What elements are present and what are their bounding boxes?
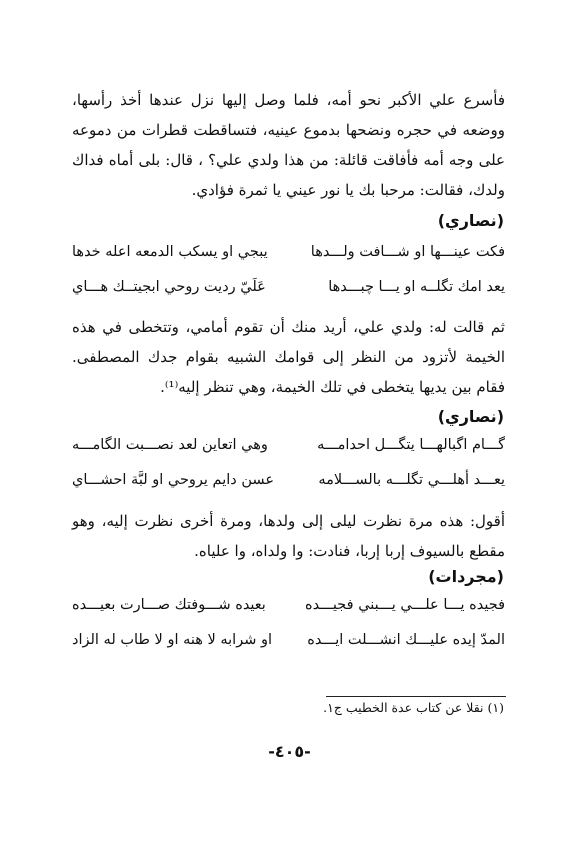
verse-second-hemistich: يبجي او يسكب الدمعه اعله خدها <box>72 244 268 260</box>
verse-first-hemistich: المدّ إيده عليـــك انشـــلت ايـــده <box>307 632 505 648</box>
verse-second-hemistich: بعيده شـــوفتك صـــارت بعيـــده <box>72 597 266 613</box>
page-number: -٤٠٥- <box>268 742 311 761</box>
verse-first-hemistich: فكت عينـــها او شـــافت ولـــدها <box>310 244 505 260</box>
section-heading-1: (نصاري) <box>437 211 504 230</box>
footnote: (١) نقلا عن كتاب عدة الخطيب ج١. <box>323 700 504 715</box>
section-heading-3: (مجردات) <box>428 567 504 586</box>
verse-line <box>72 472 505 498</box>
verse-first-hemistich: فجيده يـــا علـــي يـــبني فجيـــده <box>304 597 505 613</box>
footnote-separator <box>326 696 506 697</box>
verse-line <box>72 244 505 270</box>
verse-second-hemistich: عَلَيّ رديت روحي ابجيتــك هـــاي <box>72 279 266 295</box>
paragraph-3: أقول: هذه مرة نظرت ليلى إلى ولدها، ومرة أخرى نظرت إليه، وهو مقطع بالسيوف إربا إربا، فنادت: وا ولداه، وا علياه. <box>72 512 505 560</box>
section-heading-2: (نصاري) <box>437 407 504 426</box>
verse-line <box>72 437 505 463</box>
verse-first-hemistich: گـــام اگبالهـــا يتگـــل احدامـــه <box>317 437 505 453</box>
verse-second-hemistich: وهي اتعاين لعد نصـــبت الگامـــه <box>72 437 268 453</box>
verse-second-hemistich: عسن دايم يروحي او لبَّة احشـــاي <box>72 472 274 488</box>
paragraph-2: ثم قالت له: ولدي علي، أريد منك أن تقوم أمامي، وتتخطى في هذه الخيمة لأتزود من النظر إلى قوامك الشبيه بقوام جدك المصطفى. فقام بين يديها يتخطى في تلك الخيمة، وهي تنظر إليه⁽¹⁾. <box>72 318 505 396</box>
verse-first-hemistich: يعـــد أهلـــي تگلـــه بالســـلامه <box>318 472 505 488</box>
verse-second-hemistich: او شرابه لا هنه او لا طاب له الزاد <box>72 632 272 648</box>
verse-line <box>72 632 505 658</box>
verse-first-hemistich: يعد امك تگلــه او يـــا چبـــدها <box>328 279 505 295</box>
verse-line <box>72 597 505 623</box>
paragraph-1: فأسرع علي الأكبر نحو أمه، فلما وصل إليها نزل عندها أخذ رأسها، ووضعه في حجره ونضحها بدموع عينيه، فتساقطت قطرات من دموعه على وجه أمه فأفاقت قائلة: من هذا ولدي علي؟ ، قال: بلى أماه فداك ولدك، فقالت: مرحبا بك يا نور عيني يا ثمرة فؤادي. <box>72 91 505 199</box>
verse-line <box>72 279 505 305</box>
